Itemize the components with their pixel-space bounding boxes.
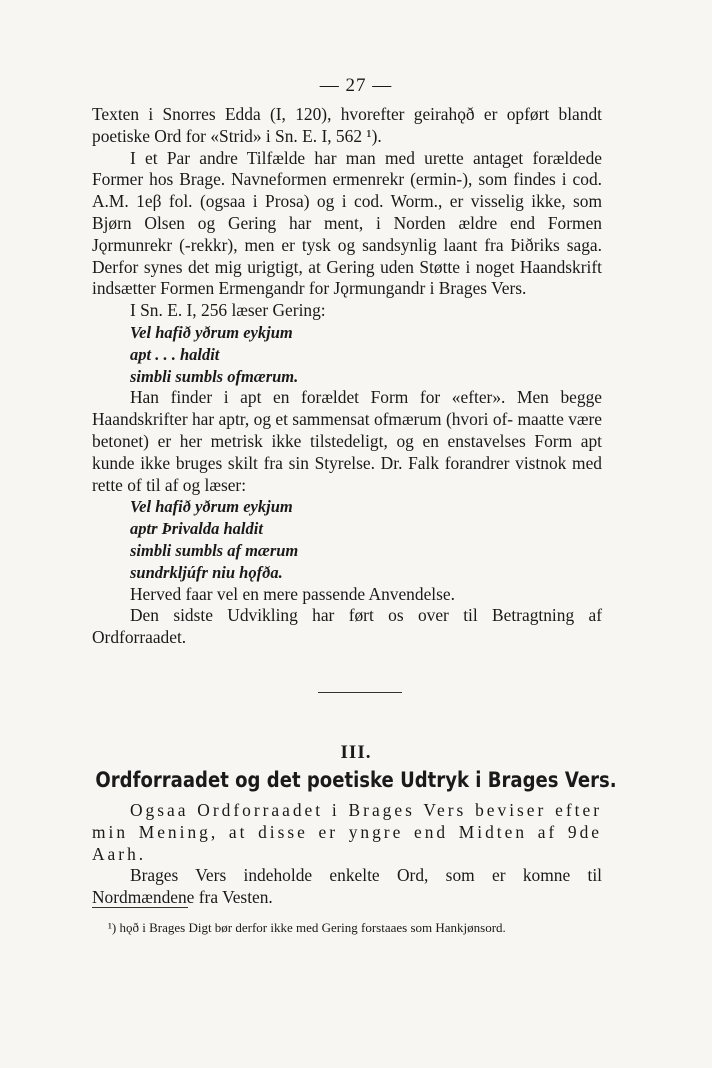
footnote: ¹) hǫð i Brages Digt bør derfor ikke med Gering forstaaes som Hankjønsord. bbox=[108, 920, 506, 935]
section-text bbox=[92, 800, 602, 909]
verse-quotation-2 bbox=[92, 496, 602, 583]
section-paragraph-1: Ogsaa Ordforraadet i Brages Vers beviser efter min Mening, at disse er yngre end Midten af 9de Aarh. bbox=[92, 800, 602, 864]
verse-line: simbli sumbls af mærum bbox=[130, 540, 299, 560]
paragraph-4: Han finder i apt en forældet Form for «efter». Men begge Haandskrifter har aptr, og et sammensat ofmærum (hvori of- maatte være betonet) er her metrisk ikke tilstedeligt, og en enstavelses Form apt kunde ikke bruges skilt fra sin Styrelse. Dr. Falk forandrer vistnok med rette of til af og læser: bbox=[92, 387, 602, 495]
paragraph-1: Texten i Snorres Edda (I, 120), hvorefter geirahǫð er opført blandt poetiske Ord for «Strid» i Sn. E. I, 562 ¹). bbox=[92, 104, 602, 146]
verse-line: apt . . . haldit bbox=[130, 344, 220, 364]
paragraph-6: Den sidste Udvikling har ført os over til Betragtning af Ordforraadet. bbox=[92, 605, 602, 648]
paragraph-3: I Sn. E. I, 256 læser Gering: bbox=[130, 300, 326, 321]
verse-line: sundrkljúfr niu hǫfða. bbox=[130, 562, 283, 582]
page-number: — 27 — bbox=[319, 75, 393, 96]
section-separator bbox=[318, 692, 402, 693]
verse-line: Vel hafið yðrum eykjum bbox=[130, 497, 293, 517]
paragraph-5: Herved faar vel en mere passende Anvendelse. bbox=[130, 583, 455, 604]
verse-line: aptr Þrivalda haldit bbox=[130, 519, 263, 539]
section-number: III. bbox=[340, 742, 372, 763]
verse-line: simbli sumbls ofmærum. bbox=[130, 366, 299, 386]
section-title: Ordforraadet og det poetiske Udtryk i Brages Vers. bbox=[95, 768, 617, 792]
paragraph-2: I et Par andre Tilfælde har man med urette antaget forældede Former hos Brage. Navneformen ermenrekr (ermin-), som findes i cod. A.M. 1eβ fol. (ogsaa i Prosa) og i cod. Worm., er visselig ikke, som Bjørn Olsen og Gering har ment, i Norden ældre end Formen Jǫrmunrekr (-rekkr), men er tysk og sandsynlig laant fra Þiðriks saga. Derfor synes det mig urigtigt, at Gering uden Støtte i noget Haandskrift indsætter Formen Ermengandr for Jǫrmungandr i Brages Vers. bbox=[92, 147, 602, 299]
verse-line: Vel hafið yðrum eykjum bbox=[130, 322, 293, 342]
section-paragraph-2: Brages Vers indeholde enkelte Ord, som er komne til Nordmændene fra Vesten. bbox=[92, 865, 602, 908]
footnote-rule bbox=[92, 907, 188, 908]
verse-quotation-1 bbox=[92, 322, 602, 387]
main-text bbox=[92, 104, 602, 649]
